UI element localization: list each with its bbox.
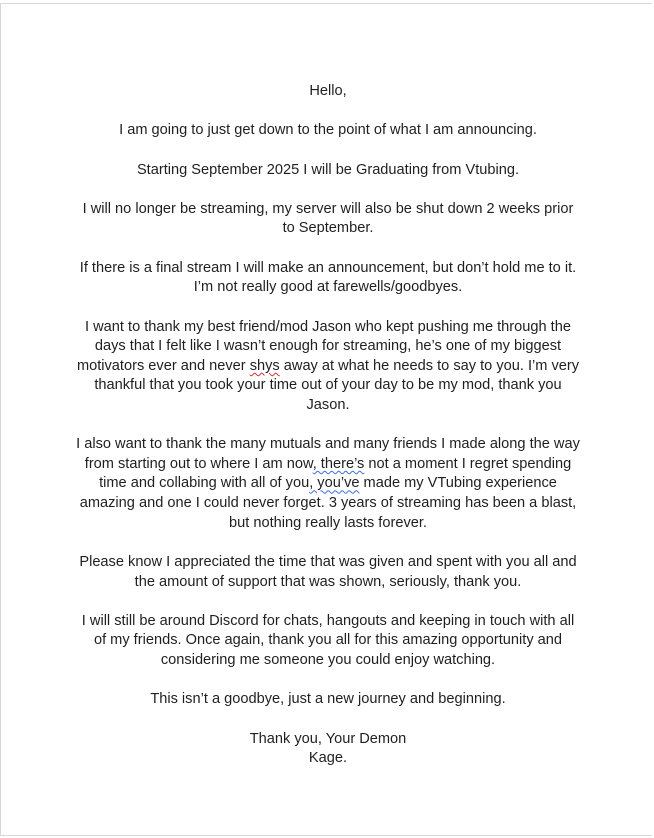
text-segment: I want to thank my best friend/mod Jason who kept pushing me through the days that I felt like I wasn’t enough for streaming, he’s one of my biggest motivators ever and never [76,318,571,374]
signoff [75,730,581,769]
paragraph-thanks-jason [75,318,581,416]
spelling-flag[interactable]: shys [249,357,280,374]
paragraph-appreciation: Please know I appreciated the time that was given and spent with you all and the amount of support that was shown, seriously, thank you. [79,553,577,590]
paragraph-discord: I will still be around Discord for chats, hangouts and keeping in touch with all of my friends. Once again, thank you all for this amazing opportunity and considering me someone you could enjoy watching. [81,612,575,668]
text-segment: I also want to thank the many mutuals and many friends I made along the way from starting out to where I am now [76,436,580,472]
greeting: Hello, [309,83,347,99]
text-segment: away at what he needs to say to you. I’m very thankful that you took your time out of your day to be my mod, thank you Jason. [94,357,580,413]
letter-body [75,82,581,769]
text-segment: made my VTubing experience amazing and one I could never forget. 3 years of streaming has been a blast, but nothing really lasts forever. [79,475,577,531]
paragraph-new-journey: This isn’t a goodbye, just a new journey and beginning. [150,691,506,708]
text-segment: not a moment I regret spending time and collabing with all of you [99,455,572,492]
grammar-flag[interactable]: , there’s [312,455,365,472]
paragraph-announcement: I am going to just get down to the point of what I am announcing. [119,122,537,139]
signature-name: Kage. [308,750,348,767]
grammar-flag[interactable]: , you’ve [309,475,360,492]
signoff-line: Thank you, Your Demon [249,730,407,747]
paragraph-thanks-mutuals [75,435,581,533]
paragraph-graduation-date: Starting September 2025 I will be Graduating from Vtubing. [136,161,520,178]
paragraph-server-shutdown: I will no longer be streaming, my server will also be shut down 2 weeks prior to September. [82,200,574,237]
document-page [0,3,652,836]
paragraph-final-stream: If there is a final stream I will make an announcement, but don’t hold me to it. I’m not really good at farewells/goodbyes. [79,259,577,296]
